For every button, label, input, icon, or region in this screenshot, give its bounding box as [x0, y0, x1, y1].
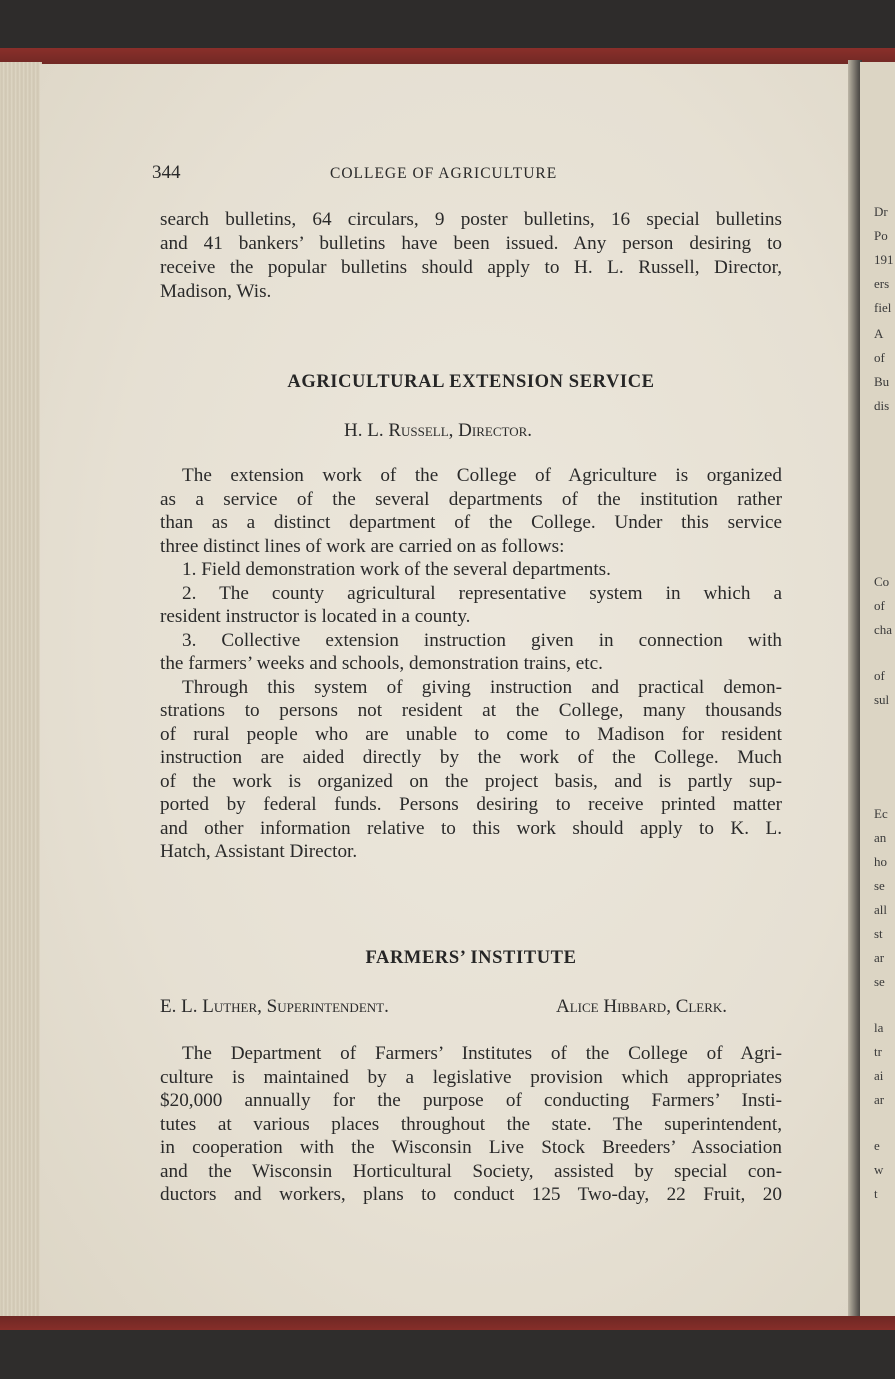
list-item: 2. The county agricultural representative system in which a — [182, 582, 782, 604]
facing-fragment: A — [874, 326, 884, 341]
facing-fragment: Bu — [874, 374, 890, 389]
text-line: resident instructor is located in a county. — [160, 606, 471, 627]
facing-fragment: 191 — [874, 252, 894, 267]
page-number: 344 — [152, 162, 181, 183]
text-line: $20,000 annually for the purpose of conducting Farmers’ Insti- — [160, 1090, 782, 1111]
text-line: The extension work of the College of Agriculture is organized — [182, 465, 782, 486]
running-head: COLLEGE OF AGRICULTURE — [330, 165, 558, 182]
text-line: ported by federal funds. Persons desiring to receive printed matter — [160, 794, 782, 815]
text-line: and other information relative to this work should apply to K. L. — [160, 817, 782, 839]
text-line: the farmers’ weeks and schools, demonstration trains, etc. — [160, 653, 603, 674]
text-line: of rural people who are unable to come to Madison for resident — [160, 723, 782, 745]
facing-fragment: all — [874, 902, 887, 917]
list-item: 1. Field demonstration work of the several departments. — [182, 559, 611, 580]
facing-fragment: Co — [874, 574, 890, 589]
text-line: The Department of Farmers’ Institutes of the College of Agri- — [182, 1043, 782, 1064]
facing-fragment: se — [874, 974, 885, 989]
facing-fragment: Dr — [874, 204, 888, 219]
facing-fragment: st — [874, 926, 883, 941]
text-line: instruction are aided directly by the work of the College. Much — [160, 747, 782, 768]
extension-body — [160, 464, 782, 864]
facing-fragment: cha — [874, 622, 893, 637]
text-line: and 41 bankers’ bulletins have been issued. Any person desiring to — [160, 233, 782, 254]
section-heading-extension: AGRICULTURAL EXTENSION SERVICE — [287, 372, 655, 392]
facing-fragment: Po — [874, 228, 888, 243]
intro-paragraph — [160, 208, 782, 304]
facing-fragment: an — [874, 830, 887, 845]
facing-fragment: ar — [874, 950, 885, 965]
facing-fragment: ers — [874, 276, 890, 291]
facing-fragment: fiel — [874, 300, 892, 315]
page-edges — [0, 62, 42, 1318]
facing-fragment: of — [874, 668, 885, 683]
text-line: tutes at various places throughout the state. The superintendent, — [160, 1113, 782, 1135]
facing-fragment: la — [874, 1020, 884, 1035]
text-line: culture is maintained by a legislative provision which appropriates — [160, 1066, 782, 1088]
facing-fragment: of — [874, 598, 885, 613]
facing-fragment: w — [874, 1162, 884, 1177]
section-heading-institute: FARMERS’ INSTITUTE — [365, 948, 577, 968]
institute-body — [160, 1042, 782, 1207]
text-line: and the Wisconsin Horticultural Society, assisted by special con- — [160, 1160, 782, 1182]
institute-superintendent: E. L. Luther, Superintendent. — [160, 996, 389, 1017]
background-top — [0, 0, 895, 50]
facing-page — [860, 62, 895, 1318]
text-line: strations to persons not resident at the College, many thousands — [160, 700, 782, 721]
facing-fragment: tr — [874, 1044, 882, 1059]
page-header — [152, 162, 612, 188]
text-line: receive the popular bulletins should apply to H. L. Russell, Director, — [160, 257, 782, 278]
facing-fragment: t — [874, 1186, 878, 1201]
text-line: as a service of the several departments of the institution rather — [160, 488, 782, 510]
facing-fragment: of — [874, 350, 885, 365]
text-line: search bulletins, 64 circulars, 9 poster bulletins, 16 special bulletins — [160, 209, 782, 230]
background-bottom — [0, 1330, 895, 1379]
extension-director: H. L. Russell, Director. — [344, 420, 533, 441]
text-line: than as a distinct department of the College. Under this service — [160, 512, 782, 533]
facing-fragment: ho — [874, 854, 887, 869]
text-line: Hatch, Assistant Director. — [160, 841, 358, 862]
text-line: of the work is organized on the project basis, and is partly sup- — [160, 770, 782, 792]
institute-clerk: Alice Hibbard, Clerk. — [556, 996, 728, 1017]
facing-fragment: ar — [874, 1092, 885, 1107]
facing-fragment: se — [874, 878, 885, 893]
facing-fragment: e — [874, 1138, 880, 1153]
text-line: Through this system of giving instruction and practical demon- — [182, 676, 782, 698]
text-line: three distinct lines of work are carried on as follows: — [160, 535, 565, 557]
text-line: in cooperation with the Wisconsin Live Stock Breeders’ Association — [160, 1137, 782, 1158]
text-line: ductors and workers, plans to conduct 125 Two-day, 22 Fruit, 20 — [160, 1184, 782, 1205]
list-item: 3. Collective extension instruction given in connection with — [182, 629, 782, 651]
facing-fragment: dis — [874, 398, 890, 413]
facing-fragment: ai — [874, 1068, 884, 1083]
text-line: Madison, Wis. — [160, 281, 272, 302]
facing-fragment: sul — [874, 692, 890, 707]
facing-fragment: Ec — [874, 806, 888, 821]
